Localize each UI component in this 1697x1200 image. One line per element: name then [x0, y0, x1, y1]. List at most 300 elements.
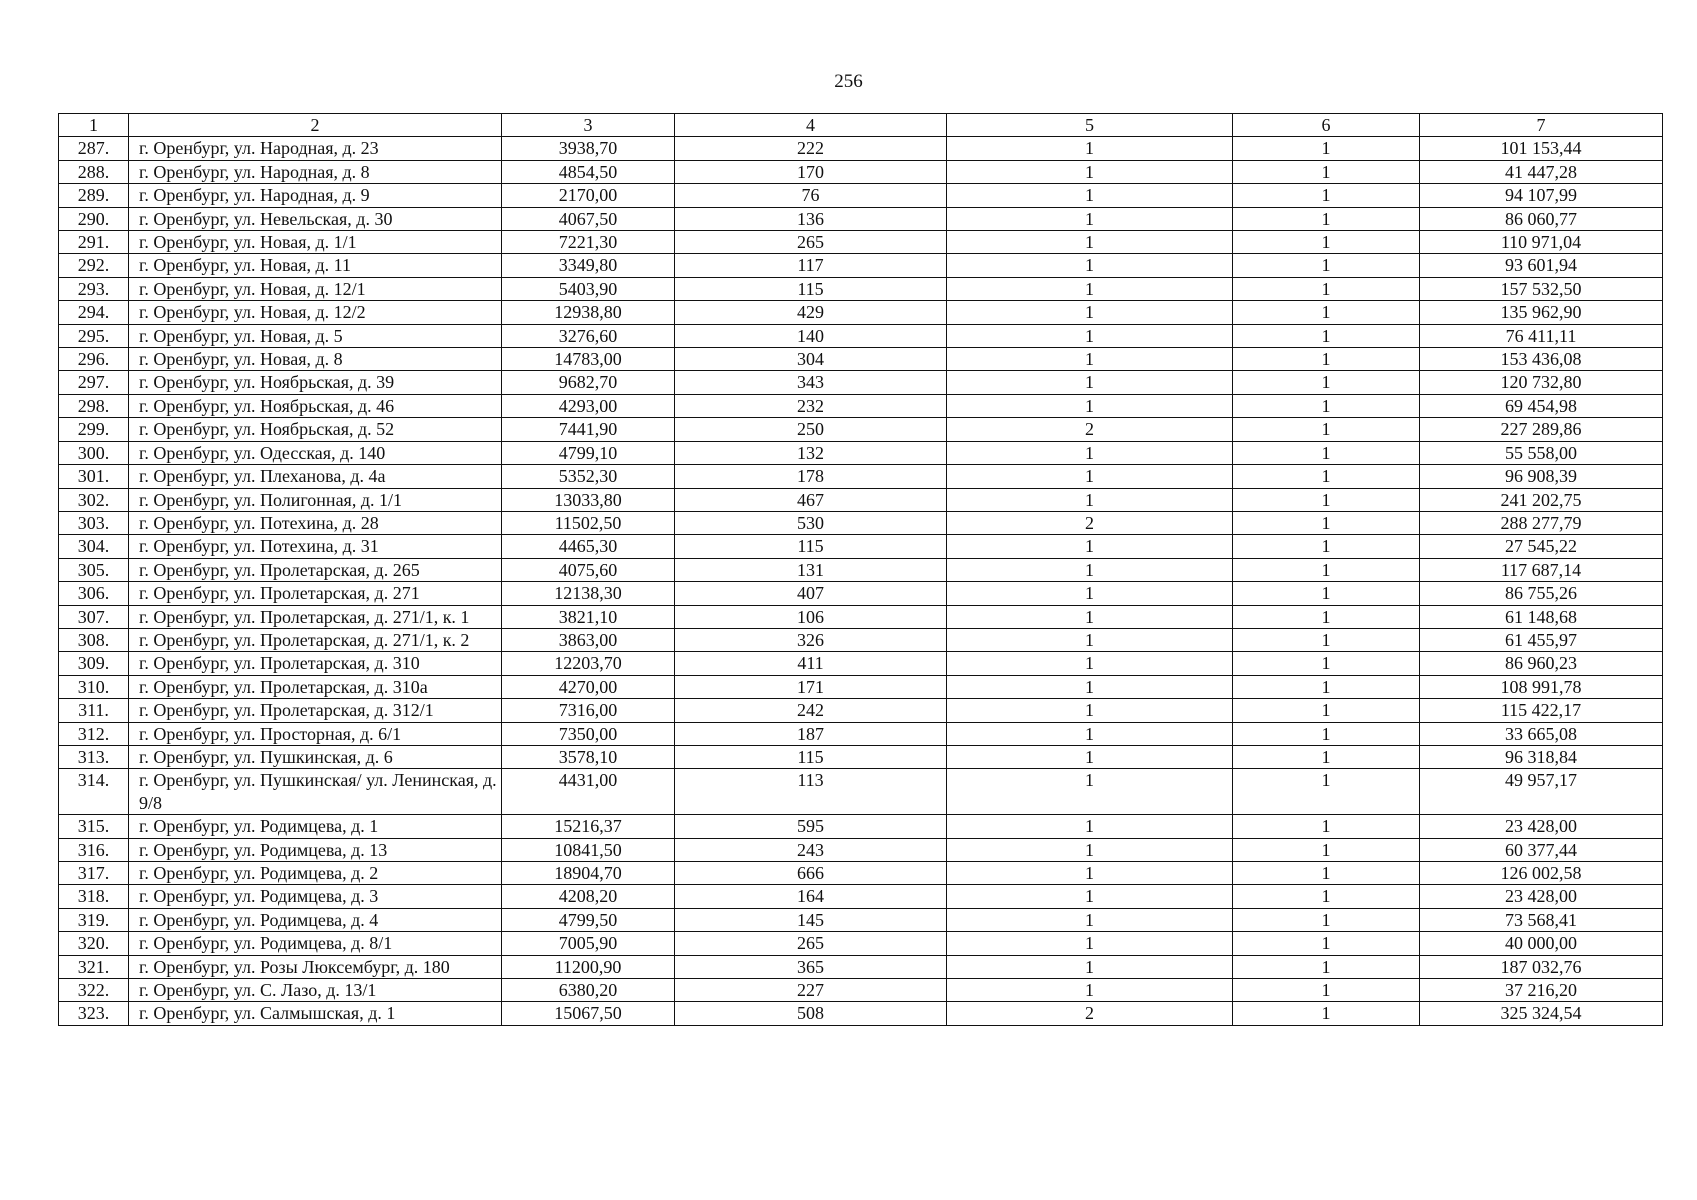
column-5-cell: 1 [947, 862, 1233, 885]
column-3-cell: 3349,80 [502, 254, 675, 277]
address-cell: г. Оренбург, ул. Пушкинская/ ул. Ленинская, д. 9/8 [129, 769, 502, 815]
address-cell: г. Оренбург, ул. Пролетарская, д. 310 [129, 652, 502, 675]
row-number-cell: 313. [59, 745, 129, 768]
column-6-cell: 1 [1233, 418, 1420, 441]
column-4-cell: 115 [675, 745, 947, 768]
column-4-cell: 326 [675, 628, 947, 651]
column-6-cell: 1 [1233, 441, 1420, 464]
row-number-cell: 321. [59, 955, 129, 978]
table-row [59, 862, 1663, 885]
column-6-cell: 1 [1233, 885, 1420, 908]
column-3-cell: 7350,00 [502, 722, 675, 745]
column-5-cell: 1 [947, 815, 1233, 838]
column-6-cell: 1 [1233, 465, 1420, 488]
column-6-cell: 1 [1233, 862, 1420, 885]
column-3-cell: 4075,60 [502, 558, 675, 581]
column-4-cell: 131 [675, 558, 947, 581]
column-4-cell: 115 [675, 277, 947, 300]
column-7-cell: 61 455,97 [1420, 628, 1663, 651]
address-cell: г. Оренбург, ул. Новая, д. 5 [129, 324, 502, 347]
table-row [59, 582, 1663, 605]
row-number-cell: 299. [59, 418, 129, 441]
column-3-cell: 15067,50 [502, 1002, 675, 1025]
column-3-cell: 4465,30 [502, 535, 675, 558]
column-6-cell: 1 [1233, 932, 1420, 955]
column-7-cell: 288 277,79 [1420, 511, 1663, 534]
row-number-cell: 294. [59, 301, 129, 324]
column-7-cell: 73 568,41 [1420, 908, 1663, 931]
column-3-cell: 4431,00 [502, 769, 675, 815]
row-number-cell: 322. [59, 979, 129, 1002]
column-4-cell: 232 [675, 394, 947, 417]
column-3-cell: 2170,00 [502, 184, 675, 207]
row-number-cell: 315. [59, 815, 129, 838]
column-6-cell: 1 [1233, 371, 1420, 394]
column-5-cell: 1 [947, 160, 1233, 183]
address-cell: г. Оренбург, ул. Родимцева, д. 2 [129, 862, 502, 885]
column-3-cell: 3578,10 [502, 745, 675, 768]
row-number-cell: 302. [59, 488, 129, 511]
page-number: 256 [834, 71, 863, 92]
table-row [59, 885, 1663, 908]
column-7-cell: 86 755,26 [1420, 582, 1663, 605]
column-4-cell: 242 [675, 699, 947, 722]
column-4-cell: 170 [675, 160, 947, 183]
column-3-cell: 12138,30 [502, 582, 675, 605]
address-cell: г. Оренбург, ул. Пролетарская, д. 312/1 [129, 699, 502, 722]
column-7-cell: 135 962,90 [1420, 301, 1663, 324]
table-row [59, 979, 1663, 1002]
row-number-cell: 311. [59, 699, 129, 722]
table-row [59, 488, 1663, 511]
column-5-cell: 1 [947, 955, 1233, 978]
column-3-cell: 3821,10 [502, 605, 675, 628]
address-cell: г. Оренбург, ул. Ноябрьская, д. 46 [129, 394, 502, 417]
column-6-cell: 1 [1233, 582, 1420, 605]
column-6-cell: 1 [1233, 137, 1420, 160]
column-7-cell: 227 289,86 [1420, 418, 1663, 441]
column-6-cell: 1 [1233, 324, 1420, 347]
column-6-cell: 1 [1233, 511, 1420, 534]
column-6-cell: 1 [1233, 184, 1420, 207]
column-6-cell: 1 [1233, 955, 1420, 978]
column-header-5: 5 [947, 114, 1233, 137]
address-cell: г. Оренбург, ул. Народная, д. 23 [129, 137, 502, 160]
column-5-cell: 1 [947, 371, 1233, 394]
column-3-cell: 11200,90 [502, 955, 675, 978]
column-3-cell: 5403,90 [502, 277, 675, 300]
column-3-cell: 3938,70 [502, 137, 675, 160]
column-3-cell: 11502,50 [502, 511, 675, 534]
table-row [59, 535, 1663, 558]
column-4-cell: 304 [675, 348, 947, 371]
column-6-cell: 1 [1233, 628, 1420, 651]
column-7-cell: 241 202,75 [1420, 488, 1663, 511]
column-7-cell: 60 377,44 [1420, 838, 1663, 861]
column-6-cell: 1 [1233, 254, 1420, 277]
table-row [59, 348, 1663, 371]
row-number-cell: 316. [59, 838, 129, 861]
column-3-cell: 4270,00 [502, 675, 675, 698]
column-4-cell: 508 [675, 1002, 947, 1025]
column-7-cell: 94 107,99 [1420, 184, 1663, 207]
row-number-cell: 293. [59, 277, 129, 300]
row-number-cell: 305. [59, 558, 129, 581]
table-row [59, 652, 1663, 675]
table-row [59, 932, 1663, 955]
column-5-cell: 1 [947, 652, 1233, 675]
column-7-cell: 55 558,00 [1420, 441, 1663, 464]
column-7-cell: 41 447,28 [1420, 160, 1663, 183]
column-7-cell: 61 148,68 [1420, 605, 1663, 628]
address-cell: г. Оренбург, ул. Пролетарская, д. 265 [129, 558, 502, 581]
column-5-cell: 1 [947, 488, 1233, 511]
column-7-cell: 187 032,76 [1420, 955, 1663, 978]
row-number-cell: 317. [59, 862, 129, 885]
column-4-cell: 530 [675, 511, 947, 534]
column-4-cell: 76 [675, 184, 947, 207]
column-7-cell: 76 411,11 [1420, 324, 1663, 347]
address-cell: г. Оренбург, ул. Ноябрьская, д. 52 [129, 418, 502, 441]
row-number-cell: 301. [59, 465, 129, 488]
column-3-cell: 4854,50 [502, 160, 675, 183]
table-row [59, 745, 1663, 768]
table-row [59, 955, 1663, 978]
column-7-cell: 86 060,77 [1420, 207, 1663, 230]
address-cell: г. Оренбург, ул. Народная, д. 8 [129, 160, 502, 183]
column-3-cell: 5352,30 [502, 465, 675, 488]
table-row [59, 441, 1663, 464]
row-number-cell: 295. [59, 324, 129, 347]
address-cell: г. Оренбург, ул. Пролетарская, д. 271 [129, 582, 502, 605]
column-6-cell: 1 [1233, 838, 1420, 861]
column-7-cell: 115 422,17 [1420, 699, 1663, 722]
address-cell: г. Оренбург, ул. Розы Люксембург, д. 180 [129, 955, 502, 978]
table-row [59, 769, 1663, 815]
table-row [59, 675, 1663, 698]
row-number-cell: 300. [59, 441, 129, 464]
column-3-cell: 7441,90 [502, 418, 675, 441]
address-cell: г. Оренбург, ул. Народная, д. 9 [129, 184, 502, 207]
column-4-cell: 113 [675, 769, 947, 815]
row-number-cell: 314. [59, 769, 129, 815]
column-6-cell: 1 [1233, 488, 1420, 511]
row-number-cell: 289. [59, 184, 129, 207]
column-4-cell: 136 [675, 207, 947, 230]
table-row [59, 394, 1663, 417]
table-row [59, 137, 1663, 160]
column-4-cell: 407 [675, 582, 947, 605]
column-number-header-row [59, 114, 1663, 137]
column-6-cell: 1 [1233, 394, 1420, 417]
table-row [59, 231, 1663, 254]
column-5-cell: 2 [947, 511, 1233, 534]
row-number-cell: 291. [59, 231, 129, 254]
column-4-cell: 411 [675, 652, 947, 675]
column-6-cell: 1 [1233, 745, 1420, 768]
column-6-cell: 1 [1233, 231, 1420, 254]
column-7-cell: 93 601,94 [1420, 254, 1663, 277]
column-5-cell: 1 [947, 231, 1233, 254]
column-7-cell: 40 000,00 [1420, 932, 1663, 955]
row-number-cell: 292. [59, 254, 129, 277]
table-row [59, 324, 1663, 347]
column-7-cell: 101 153,44 [1420, 137, 1663, 160]
column-7-cell: 110 971,04 [1420, 231, 1663, 254]
column-7-cell: 120 732,80 [1420, 371, 1663, 394]
row-number-cell: 319. [59, 908, 129, 931]
column-4-cell: 666 [675, 862, 947, 885]
column-5-cell: 1 [947, 277, 1233, 300]
table-row [59, 160, 1663, 183]
column-3-cell: 13033,80 [502, 488, 675, 511]
column-4-cell: 243 [675, 838, 947, 861]
column-7-cell: 49 957,17 [1420, 769, 1663, 815]
table-body [59, 114, 1663, 1026]
table-row [59, 511, 1663, 534]
column-6-cell: 1 [1233, 535, 1420, 558]
column-3-cell: 14783,00 [502, 348, 675, 371]
table-row [59, 371, 1663, 394]
column-6-cell: 1 [1233, 908, 1420, 931]
row-number-cell: 318. [59, 885, 129, 908]
column-5-cell: 1 [947, 324, 1233, 347]
column-4-cell: 140 [675, 324, 947, 347]
row-number-cell: 287. [59, 137, 129, 160]
column-3-cell: 7316,00 [502, 699, 675, 722]
column-6-cell: 1 [1233, 769, 1420, 815]
table-row [59, 1002, 1663, 1025]
address-cell: г. Оренбург, ул. С. Лазо, д. 13/1 [129, 979, 502, 1002]
column-4-cell: 265 [675, 932, 947, 955]
column-4-cell: 265 [675, 231, 947, 254]
address-cell: г. Оренбург, ул. Невельская, д. 30 [129, 207, 502, 230]
column-4-cell: 117 [675, 254, 947, 277]
row-number-cell: 296. [59, 348, 129, 371]
column-7-cell: 157 532,50 [1420, 277, 1663, 300]
column-7-cell: 153 436,08 [1420, 348, 1663, 371]
table-row [59, 628, 1663, 651]
column-3-cell: 7005,90 [502, 932, 675, 955]
column-6-cell: 1 [1233, 1002, 1420, 1025]
column-4-cell: 429 [675, 301, 947, 324]
row-number-cell: 320. [59, 932, 129, 955]
column-5-cell: 1 [947, 582, 1233, 605]
column-3-cell: 6380,20 [502, 979, 675, 1002]
column-header-1: 1 [59, 114, 129, 137]
row-number-cell: 290. [59, 207, 129, 230]
column-3-cell: 12938,80 [502, 301, 675, 324]
table-row [59, 418, 1663, 441]
column-5-cell: 2 [947, 1002, 1233, 1025]
column-7-cell: 108 991,78 [1420, 675, 1663, 698]
address-cell: г. Оренбург, ул. Новая, д. 11 [129, 254, 502, 277]
column-5-cell: 1 [947, 979, 1233, 1002]
column-5-cell: 1 [947, 441, 1233, 464]
address-cell: г. Оренбург, ул. Новая, д. 12/1 [129, 277, 502, 300]
column-6-cell: 1 [1233, 699, 1420, 722]
address-cell: г. Оренбург, ул. Родимцева, д. 3 [129, 885, 502, 908]
column-6-cell: 1 [1233, 652, 1420, 675]
column-6-cell: 1 [1233, 277, 1420, 300]
column-3-cell: 4799,50 [502, 908, 675, 931]
column-3-cell: 4067,50 [502, 207, 675, 230]
table-row [59, 722, 1663, 745]
column-4-cell: 187 [675, 722, 947, 745]
address-cell: г. Оренбург, ул. Родимцева, д. 13 [129, 838, 502, 861]
column-header-6: 6 [1233, 114, 1420, 137]
column-5-cell: 1 [947, 465, 1233, 488]
address-cell: г. Оренбург, ул. Родимцева, д. 4 [129, 908, 502, 931]
address-cell: г. Оренбург, ул. Просторная, д. 6/1 [129, 722, 502, 745]
table-row [59, 277, 1663, 300]
column-7-cell: 27 545,22 [1420, 535, 1663, 558]
row-number-cell: 304. [59, 535, 129, 558]
row-number-cell: 288. [59, 160, 129, 183]
column-6-cell: 1 [1233, 675, 1420, 698]
column-5-cell: 1 [947, 254, 1233, 277]
column-7-cell: 325 324,54 [1420, 1002, 1663, 1025]
column-3-cell: 7221,30 [502, 231, 675, 254]
row-number-cell: 308. [59, 628, 129, 651]
column-6-cell: 1 [1233, 605, 1420, 628]
address-cell: г. Оренбург, ул. Пролетарская, д. 271/1, к. 2 [129, 628, 502, 651]
column-4-cell: 145 [675, 908, 947, 931]
table-row [59, 699, 1663, 722]
table-row [59, 184, 1663, 207]
column-3-cell: 15216,37 [502, 815, 675, 838]
column-7-cell: 126 002,58 [1420, 862, 1663, 885]
address-cell: г. Оренбург, ул. Потехина, д. 28 [129, 511, 502, 534]
column-5-cell: 1 [947, 301, 1233, 324]
column-7-cell: 69 454,98 [1420, 394, 1663, 417]
column-3-cell: 18904,70 [502, 862, 675, 885]
housing-register-table [58, 113, 1663, 1026]
column-4-cell: 178 [675, 465, 947, 488]
column-7-cell: 23 428,00 [1420, 885, 1663, 908]
table-row [59, 254, 1663, 277]
column-5-cell: 1 [947, 675, 1233, 698]
column-5-cell: 1 [947, 769, 1233, 815]
column-7-cell: 37 216,20 [1420, 979, 1663, 1002]
column-4-cell: 343 [675, 371, 947, 394]
row-number-cell: 298. [59, 394, 129, 417]
column-6-cell: 1 [1233, 207, 1420, 230]
address-cell: г. Оренбург, ул. Полигонная, д. 1/1 [129, 488, 502, 511]
column-3-cell: 4293,00 [502, 394, 675, 417]
table-row [59, 908, 1663, 931]
column-6-cell: 1 [1233, 558, 1420, 581]
column-6-cell: 1 [1233, 722, 1420, 745]
column-6-cell: 1 [1233, 348, 1420, 371]
column-4-cell: 250 [675, 418, 947, 441]
address-cell: г. Оренбург, ул. Родимцева, д. 8/1 [129, 932, 502, 955]
address-cell: г. Оренбург, ул. Новая, д. 8 [129, 348, 502, 371]
column-3-cell: 3863,00 [502, 628, 675, 651]
row-number-cell: 303. [59, 511, 129, 534]
column-4-cell: 132 [675, 441, 947, 464]
row-number-cell: 297. [59, 371, 129, 394]
column-header-7: 7 [1420, 114, 1663, 137]
column-5-cell: 1 [947, 722, 1233, 745]
column-5-cell: 1 [947, 207, 1233, 230]
column-6-cell: 1 [1233, 815, 1420, 838]
address-cell: г. Оренбург, ул. Потехина, д. 31 [129, 535, 502, 558]
table-row [59, 815, 1663, 838]
column-6-cell: 1 [1233, 979, 1420, 1002]
column-3-cell: 4799,10 [502, 441, 675, 464]
address-cell: г. Оренбург, ул. Родимцева, д. 1 [129, 815, 502, 838]
row-number-cell: 306. [59, 582, 129, 605]
column-4-cell: 115 [675, 535, 947, 558]
row-number-cell: 310. [59, 675, 129, 698]
address-cell: г. Оренбург, ул. Пролетарская, д. 271/1, к. 1 [129, 605, 502, 628]
column-6-cell: 1 [1233, 160, 1420, 183]
column-4-cell: 171 [675, 675, 947, 698]
column-3-cell: 9682,70 [502, 371, 675, 394]
column-7-cell: 23 428,00 [1420, 815, 1663, 838]
table-row [59, 558, 1663, 581]
column-header-2: 2 [129, 114, 502, 137]
column-5-cell: 1 [947, 348, 1233, 371]
column-header-4: 4 [675, 114, 947, 137]
column-5-cell: 1 [947, 885, 1233, 908]
column-5-cell: 2 [947, 418, 1233, 441]
row-number-cell: 307. [59, 605, 129, 628]
column-3-cell: 10841,50 [502, 838, 675, 861]
table-row [59, 838, 1663, 861]
column-4-cell: 106 [675, 605, 947, 628]
table-row [59, 465, 1663, 488]
column-4-cell: 164 [675, 885, 947, 908]
row-number-cell: 312. [59, 722, 129, 745]
column-4-cell: 365 [675, 955, 947, 978]
column-5-cell: 1 [947, 628, 1233, 651]
address-cell: г. Оренбург, ул. Одесская, д. 140 [129, 441, 502, 464]
column-4-cell: 595 [675, 815, 947, 838]
column-4-cell: 227 [675, 979, 947, 1002]
column-5-cell: 1 [947, 605, 1233, 628]
column-5-cell: 1 [947, 137, 1233, 160]
address-cell: г. Оренбург, ул. Плеханова, д. 4а [129, 465, 502, 488]
column-4-cell: 467 [675, 488, 947, 511]
column-5-cell: 1 [947, 558, 1233, 581]
column-5-cell: 1 [947, 535, 1233, 558]
column-5-cell: 1 [947, 932, 1233, 955]
column-7-cell: 33 665,08 [1420, 722, 1663, 745]
column-5-cell: 1 [947, 394, 1233, 417]
column-7-cell: 96 318,84 [1420, 745, 1663, 768]
address-cell: г. Оренбург, ул. Пролетарская, д. 310а [129, 675, 502, 698]
column-5-cell: 1 [947, 699, 1233, 722]
column-7-cell: 96 908,39 [1420, 465, 1663, 488]
column-4-cell: 222 [675, 137, 947, 160]
column-7-cell: 86 960,23 [1420, 652, 1663, 675]
column-3-cell: 4208,20 [502, 885, 675, 908]
address-cell: г. Оренбург, ул. Ноябрьская, д. 39 [129, 371, 502, 394]
row-number-cell: 323. [59, 1002, 129, 1025]
address-cell: г. Оренбург, ул. Новая, д. 1/1 [129, 231, 502, 254]
column-5-cell: 1 [947, 838, 1233, 861]
column-6-cell: 1 [1233, 301, 1420, 324]
column-5-cell: 1 [947, 745, 1233, 768]
table-row [59, 605, 1663, 628]
column-3-cell: 12203,70 [502, 652, 675, 675]
table-row [59, 207, 1663, 230]
column-header-3: 3 [502, 114, 675, 137]
address-cell: г. Оренбург, ул. Пушкинская, д. 6 [129, 745, 502, 768]
column-5-cell: 1 [947, 184, 1233, 207]
